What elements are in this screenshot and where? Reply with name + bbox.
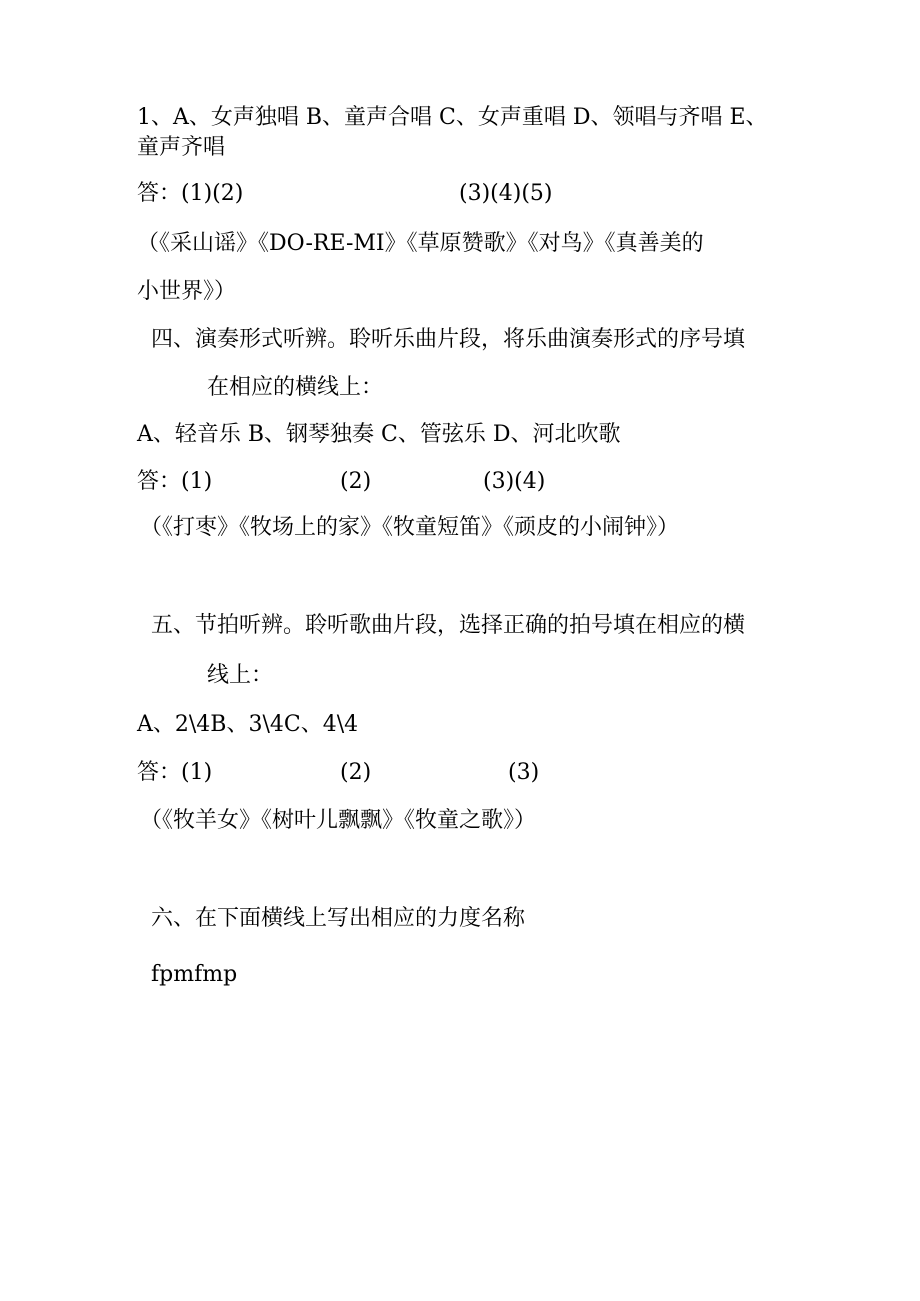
q1-answer-blank2: (3)(4)(5) xyxy=(459,181,553,206)
q4-answer-blank2: (2) xyxy=(340,469,372,494)
q1-songs-line1: （《采山谣》《DO-RE-MI》《草原赞歌》《对鸟》《真善美的 xyxy=(137,231,704,256)
q1-options-line1: 1、A、女声独唱 B、童声合唱 C、女声重唱 D、领唱与齐唱 E、 xyxy=(137,105,768,130)
q1-answer-prefix: 答：(1)(2) xyxy=(137,181,244,206)
q1-options-line2: 童声齐唱 xyxy=(137,135,226,160)
q1-songs-line2: 小世界》） xyxy=(137,279,237,304)
q5-heading-line1: 五、节拍听辨。聆听歌曲片段，选择正确的拍号填在相应的横 xyxy=(151,613,746,638)
q5-songs: （《牧羊女》《树叶儿飘飘》《牧童之歌》） xyxy=(140,808,537,833)
q6-dynamics: fpmfmp xyxy=(151,962,238,987)
q5-options: A、2\4B、3\4C、4\4 xyxy=(137,712,359,737)
q4-answer-prefix: 答：(1) xyxy=(137,469,213,494)
q4-answer-blank3: (3)(4) xyxy=(483,469,546,494)
q5-heading-line2: 线上： xyxy=(207,663,274,688)
q5-answer-prefix: 答：(1) xyxy=(137,760,213,785)
q5-answer-blank3: (3) xyxy=(508,760,540,785)
q4-songs: （《打枣》《牧场上的家》《牧童短笛》《顽皮的小闹钟》） xyxy=(140,515,680,540)
q4-heading-line1: 四、演奏形式听辨。聆听乐曲片段，将乐曲演奏形式的序号填 xyxy=(151,327,746,352)
q4-heading-line2: 在相应的横线上： xyxy=(207,375,384,400)
q5-answer-blank2: (2) xyxy=(340,760,372,785)
q4-options: A、轻音乐 B、钢琴独奏 C、管弦乐 D、河北吹歌 xyxy=(137,422,621,447)
q6-heading: 六、在下面横线上写出相应的力度名称 xyxy=(151,906,526,931)
